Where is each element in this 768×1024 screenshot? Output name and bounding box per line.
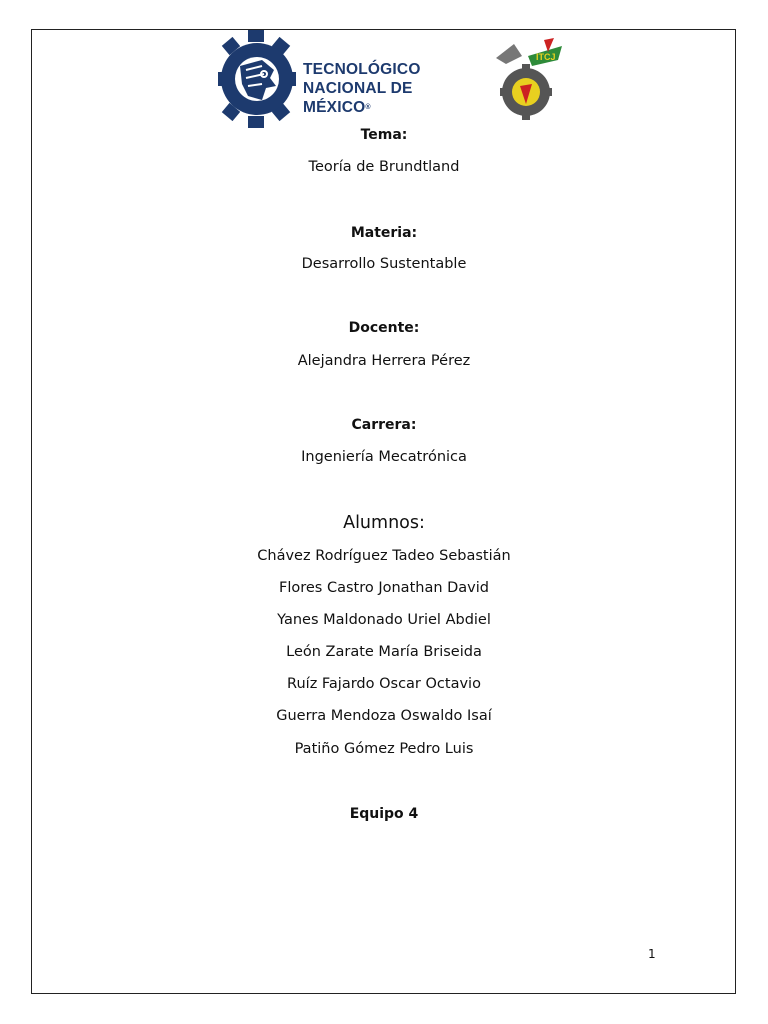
docente-label: Docente: [348,320,420,336]
student-name: Yanes Maldonado Uriel Abdiel [277,612,491,628]
student-name: Patiño Gómez Pedro Luis [294,741,474,757]
student-name: Guerra Mendoza Oswaldo Isaí [276,708,492,724]
team-label: Equipo 4 [349,806,419,822]
tecnm-gear-emblem-icon [218,30,296,128]
page-number: 1 [648,947,656,961]
itcj-logo-text: ITCJ [536,52,556,62]
registered-mark: ® [365,104,371,111]
carrera-label: Carrera: [351,417,417,433]
student-name: Chávez Rodríguez Tadeo Sebastián [257,548,511,564]
student-name: Ruíz Fajardo Oscar Octavio [287,676,481,692]
materia-value: Desarrollo Sustentable [301,256,467,272]
student-name: Flores Castro Jonathan David [279,580,489,596]
tecnm-logo [218,30,478,128]
materia-label: Materia: [350,225,418,241]
student-name: León Zarate María Briseida [286,644,482,660]
students-heading: Alumnos: [343,513,425,533]
institution-line1: TECNOLÓGICO [303,61,421,78]
tema-value: Teoría de Brundtland [308,159,460,175]
tema-label: Tema: [360,127,408,143]
institution-line2-text: NACIONAL DE MÉXICO [303,80,413,116]
carrera-value: Ingeniería Mecatrónica [301,449,467,465]
itcj-logo-icon [492,38,568,120]
institution-line2 [303,79,478,117]
tecnm-wordmark [303,60,478,117]
docente-value: Alejandra Herrera Pérez [297,353,471,369]
